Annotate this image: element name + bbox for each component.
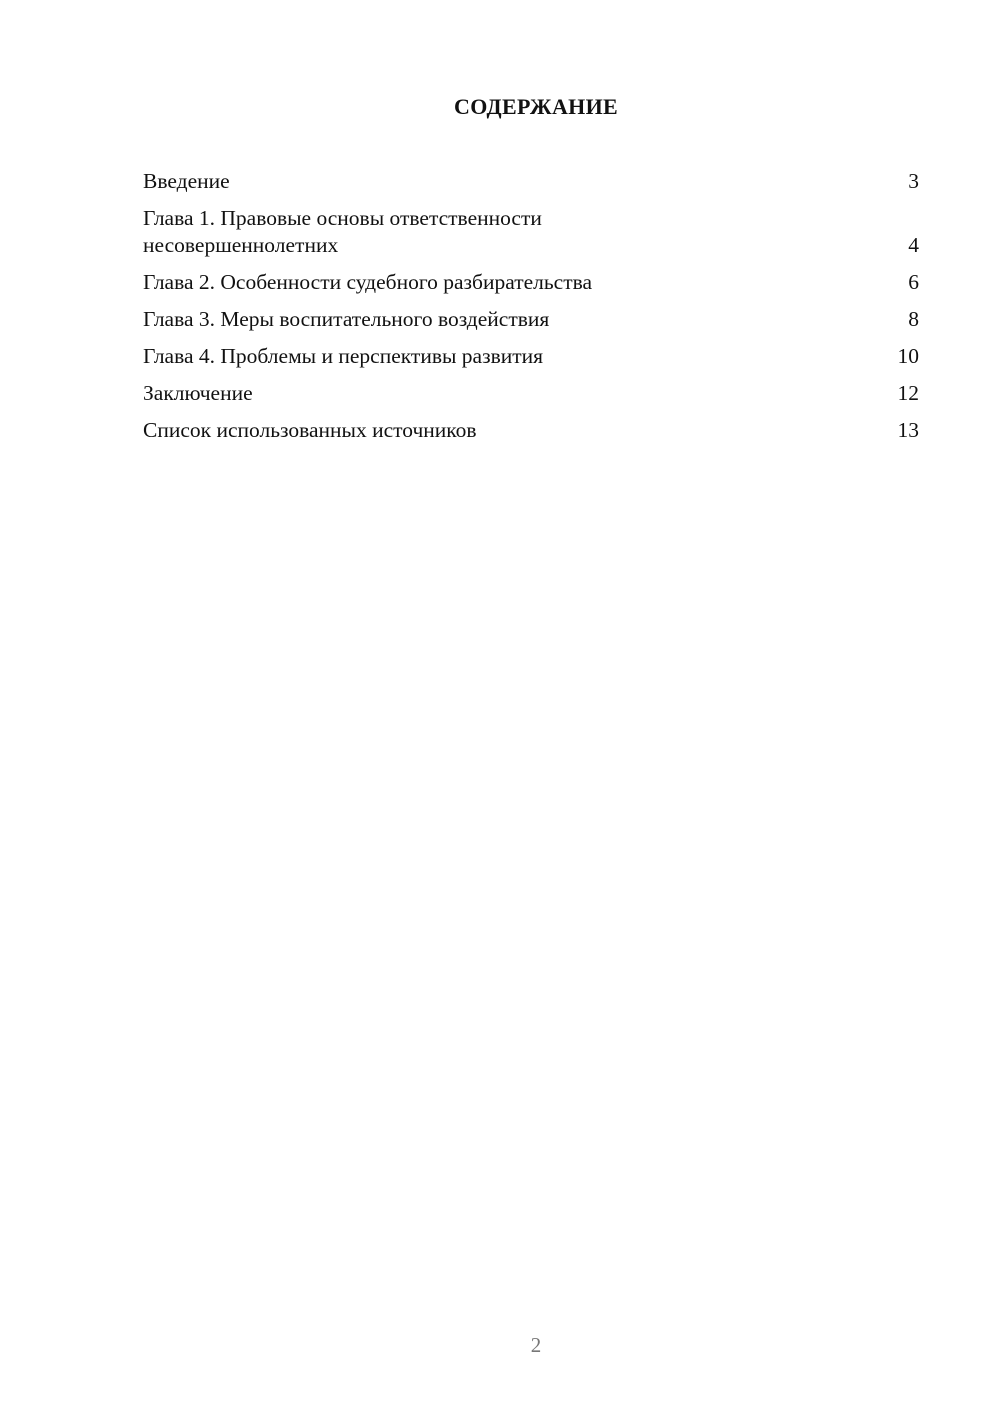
toc-entry-label-line: Заключение <box>143 381 253 405</box>
toc-entry-page-number: 4 <box>908 233 919 257</box>
toc-entry-chapter-3 <box>143 306 919 333</box>
toc-entry-label <box>143 343 889 370</box>
toc-entry-label <box>143 269 889 296</box>
toc-entry-label-line: Глава 4. Проблемы и перспективы развития <box>143 344 544 368</box>
toc-entry-label <box>143 380 889 407</box>
toc-entry-label-line: Глава 1. Правовые основы ответственности <box>143 206 542 230</box>
toc-entry-page-number: 6 <box>908 270 919 294</box>
toc-entry-page-number: 12 <box>897 381 919 405</box>
table-of-contents <box>143 168 919 454</box>
toc-entry-label-line: несовершеннолетних <box>143 233 339 257</box>
toc-entry-introduction <box>143 168 919 195</box>
toc-entry-references <box>143 417 919 444</box>
toc-entry-chapter-2 <box>143 269 919 296</box>
toc-entry-chapter-1 <box>143 205 919 259</box>
page-number: 2 <box>530 1333 542 1357</box>
toc-entry-label <box>143 306 889 333</box>
toc-entry-conclusion <box>143 380 919 407</box>
toc-entry-chapter-4 <box>143 343 919 370</box>
toc-entry-page-number: 3 <box>908 169 919 193</box>
page-title: СОДЕРЖАНИЕ <box>454 94 618 119</box>
toc-entry-page-number: 13 <box>897 418 919 442</box>
toc-entry-page-number: 10 <box>897 344 919 368</box>
toc-entry-label-line: Глава 2. Особенности судебного разбирательства <box>143 270 593 294</box>
toc-entry-page-number: 8 <box>908 307 919 331</box>
toc-entry-label <box>143 417 889 444</box>
toc-entry-label-line: Глава 3. Меры воспитательного воздействия <box>143 307 550 331</box>
toc-entry-label-line: Введение <box>143 169 230 193</box>
toc-entry-label <box>143 168 889 195</box>
toc-entry-label <box>143 205 889 259</box>
toc-entry-label-line: Список использованных источников <box>143 418 477 442</box>
